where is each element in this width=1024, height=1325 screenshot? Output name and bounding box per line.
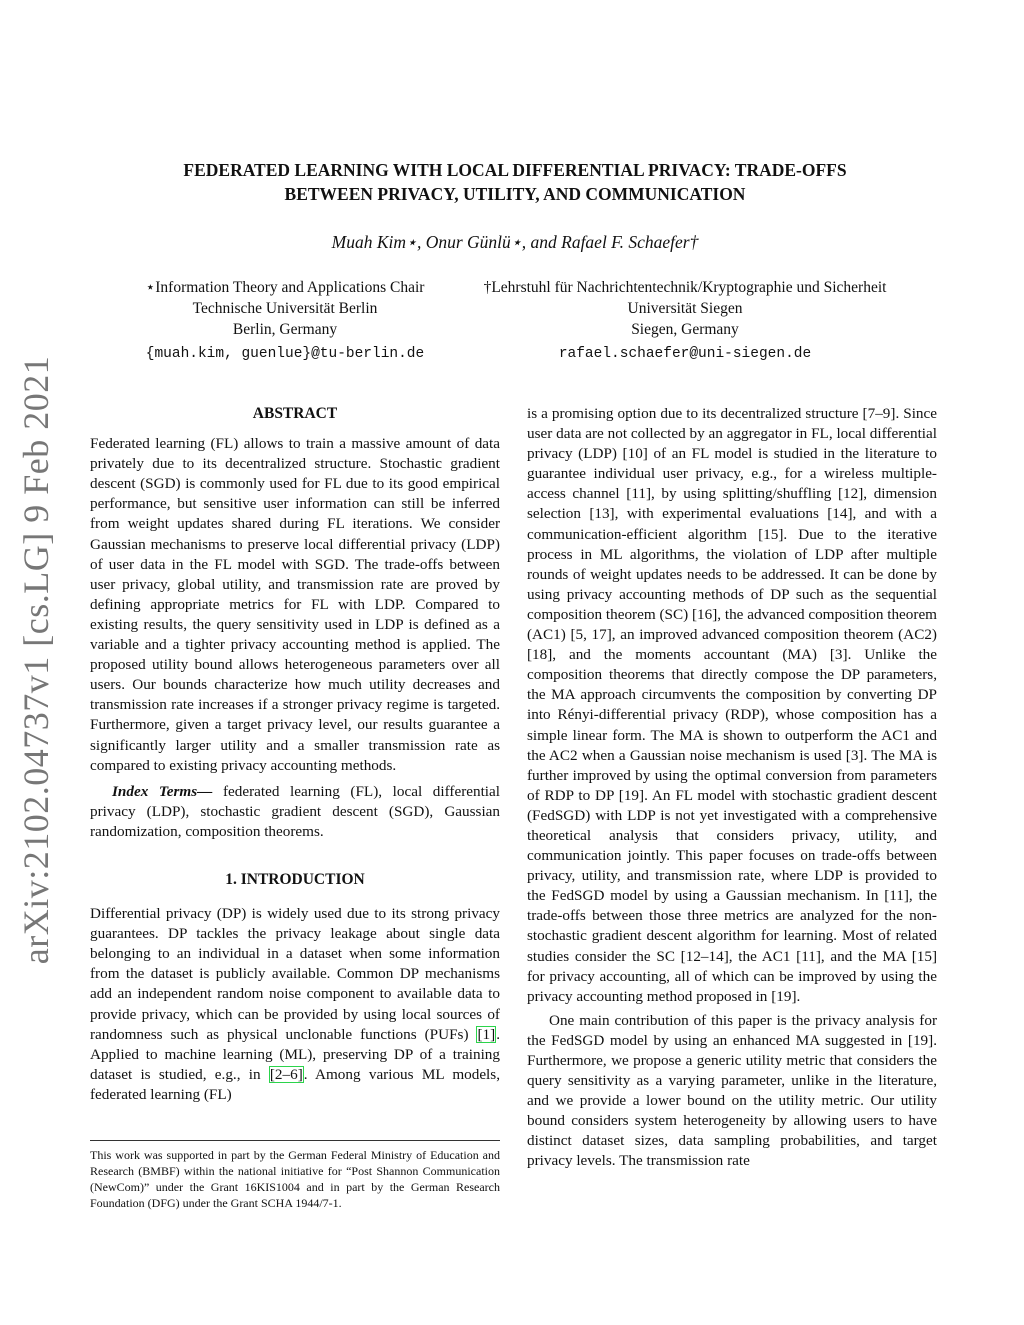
author-list: Muah Kim⋆, Onur Günlü⋆, and Rafael F. Schaefer† bbox=[331, 232, 699, 252]
abstract-heading: ABSTRACT bbox=[252, 405, 338, 422]
affiliation-right-line-1: †Lehrstuhl für Nachrichtentechnik/Kryptographie und Sicherheit bbox=[483, 279, 887, 296]
affiliation-left-line-2: Technische Universität Berlin bbox=[192, 300, 378, 317]
intro-paragraph-left bbox=[90, 904, 500, 1105]
affiliation-right-line-2: Universität Siegen bbox=[627, 300, 743, 317]
index-terms-text: federated learning (FL), local differential privacy (LDP), stochastic gradient descent (SGD), Gaussian randomization, composition theorems. bbox=[90, 782, 500, 840]
left-column bbox=[90, 404, 500, 1105]
footnote: This work was supported in part by the German Federal Ministry of Education and Research (BMBF) within the national initiative for “Post Shannon Communication (NewCom)” under the Grant 16KIS1004 and in part by the German Research Foundation (DFG) under the Grant SCHA 1944/7-1. bbox=[90, 1140, 500, 1211]
index-terms bbox=[90, 782, 500, 842]
affiliation-left-email[interactable]: {muah.kim, guenlue}@tu-berlin.de bbox=[145, 346, 425, 362]
citation-link[interactable]: [1] bbox=[477, 1025, 496, 1043]
affiliation-right-email[interactable]: rafael.schaefer@uni-siegen.de bbox=[558, 346, 812, 362]
affiliation-right bbox=[463, 277, 907, 365]
index-terms-label: Index Terms— bbox=[112, 782, 213, 800]
paper-title bbox=[90, 158, 940, 206]
affiliation-left-line-1: ⋆Information Theory and Applications Chair bbox=[145, 279, 425, 296]
introduction-heading: 1. INTRODUCTION bbox=[225, 870, 365, 888]
citation-link[interactable]: [2–6] bbox=[269, 1065, 303, 1083]
abstract-text: Federated learning (FL) allows to train a massive amount of data privately due to its decentralized structure. Stochastic gradient descent (SGD) is commonly used for FL due to its good empirical performance, but sensitive user information can still be inferred from weight updates shared during FL iterations. We consider Gaussian mechanisms to preserve local differential privacy (LDP) of user data in the FL model with SGD. The trade-offs between user privacy, global utility, and transmission rate are proved by defining appropriate metrics for FL with LDP. Compared to existing results, the query sensitivity used in LDP is defined as a variable and a tighter privacy accounting method is applied. The proposed utility bound allows heterogeneous parameters over all users. Our bounds characterize how much utility decreases and transmission rate increases if a stronger privacy regime is targeted. Furthermore, given a target privacy level, our results guarantee a significantly larger utility and a smaller transmission rate as compared to existing privacy accounting methods. bbox=[90, 435, 500, 774]
affiliation-left-line-3: Berlin, Germany bbox=[232, 321, 338, 338]
affiliation-right-line-3: Siegen, Germany bbox=[631, 321, 739, 338]
title-line-1: FEDERATED LEARNING WITH LOCAL DIFFERENTIAL PRIVACY: TRADE-OFFS bbox=[183, 160, 847, 180]
intro-text-a: Differential privacy (DP) is widely used due to its strong privacy guarantees. DP tackles the privacy leakage about single data belonging to an individual in a dataset when some information from the dataset is publicly available. Common DP mechanisms add an independent random noise component to available data to provide privacy, which can be provided by using local sources of randomness such as physical unclonable functions (PUFs) bbox=[90, 905, 500, 1043]
title-line-2: BETWEEN PRIVACY, UTILITY, AND COMMUNICATION bbox=[284, 184, 746, 204]
arxiv-id: arXiv:2102.04737v1 [cs.LG] 9 Feb 2021 bbox=[16, 355, 56, 965]
intro-paragraph-right-2: One main contribution of this paper is the privacy analysis for the FedSGD model by using an enhanced MA suggested in [19]. Furthermore, we propose a generic utility metric that considers the query sensitivity as a varying parameter, unlike in the literature, and we provide a lower bound on the utility metric. Our utility bound considers system heterogeneity by allowing users to have distinct dataset sizes, data sampling probabilities, and target privacy levels. The transmission rate bbox=[527, 1011, 937, 1170]
affiliation-left bbox=[120, 277, 450, 365]
arxiv-sidebar-stamp bbox=[10, 355, 62, 965]
intro-text-b: . Applied to machine learning (ML), preserving DP of a training dataset is studied, e.g., in bbox=[90, 1025, 500, 1083]
intro-paragraph-right-1: is a promising option due to its decentralized structure [7–9]. Since user data are not collected by an aggregator in FL, local differential privacy (LDP) [10] of an FL model is studied in the literature to guarantee individual user privacy, e.g., for a wireless multiple-access channel [11], by using splitting/shuffling [12], dimension selection [13], with experimental evaluations [14], and with a communication-efficient algorithm [15]. Due to the iterative process in ML algorithms, the violation of LDP after multiple rounds of weight updates needs to be addressed. It can be done by using privacy accounting methods of DP such as the sequential composition theorem (SC) [16], the advanced composition theorem (AC1) [5, 17], an improved advanced composition theorem (AC2) [18], and the moments accountant (MA) [3]. Unlike the composition theorems that directly compose the DP parameters, the MA approach circumvents the composition by converting DP into Rényi-differential privacy (RDP), whose composition has a simple linear form. The MA is shown to outperform the AC1 and the AC2 when a Gaussian noise mechanism is used [3]. The MA is further improved by using the optimal conversion from parameters of RDP to DP [19]. An FL model with stochastic gradient descent (FedSGD) with LDP is not yet investigated with a comprehensive theoretical analysis that considers privacy, utility, and communication jointly. This paper focuses on trade-offs between privacy, utility, and transmission rate, where LDP is provided to the FedSGD model by using a Gaussian mechanism. In [11], the trade-offs between those three metrics are analyzed for the non-stochastic gradient descent algorithm for learning. Most of related studies consider the SC [12–14], the AC1 [11], and the MA [15] for privacy accounting, all of which can be improved by using the privacy accounting method proposed in [19]. bbox=[527, 405, 937, 1005]
intro-text-c: . Among various ML models, federated learning (FL) bbox=[90, 1065, 500, 1103]
right-column bbox=[527, 404, 937, 1172]
